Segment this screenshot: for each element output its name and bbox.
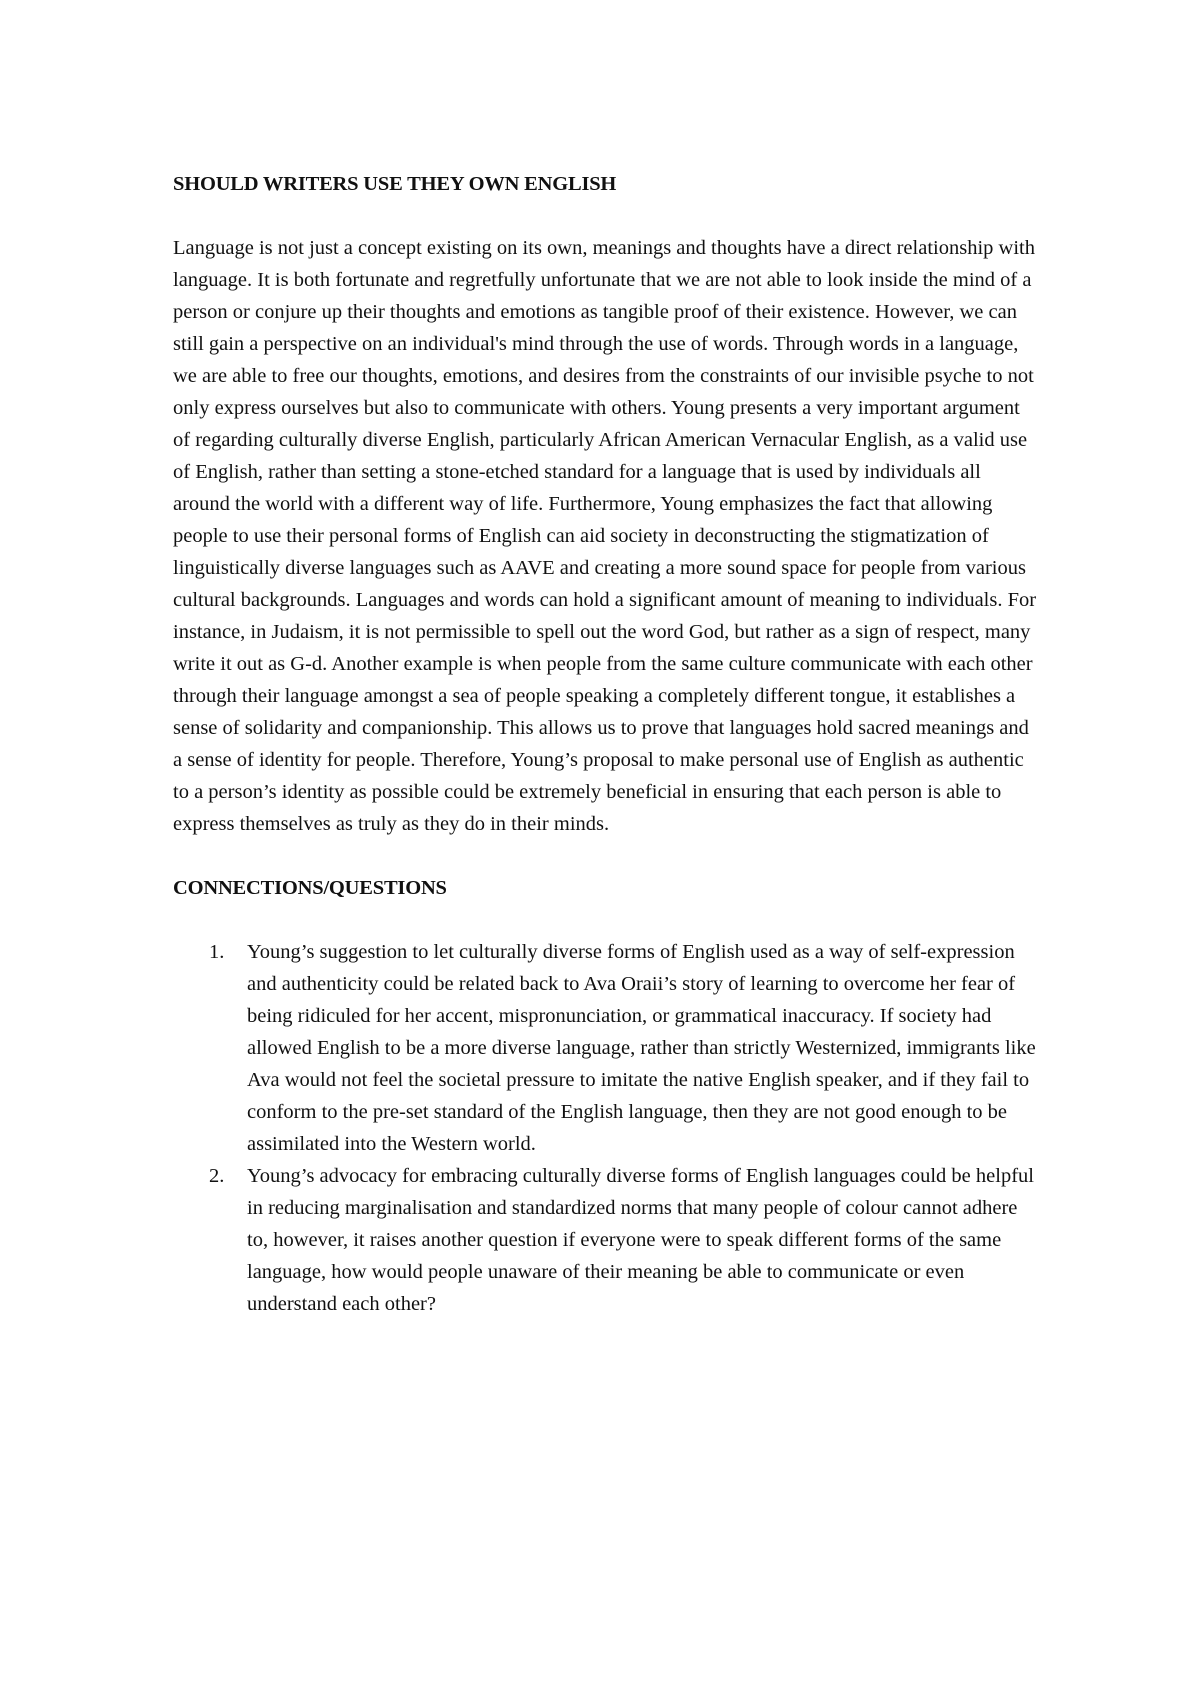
- list-item-text: Young’s advocacy for embracing culturally diverse forms of English languages could be helpful in reducing marginalisation and standardized norms that many people of colour cannot adhere to, however, it raises another question if everyone were to speak different forms of the same language, how would people unaware of their meaning be able to communicate or even understand each other?: [247, 1165, 1034, 1315]
- list-item: [173, 1160, 1039, 1320]
- body-paragraph: Language is not just a concept existing on its own, meanings and thoughts have a direct relationship with language. It is both fortunate and regretfully unfortunate that we are not able to look inside the mind of a person or conjure up their thoughts and emotions as tangible proof of their existence. However, we can still gain a perspective on an individual's mind through the use of words. Through words in a language, we are able to free our thoughts, emotions, and desires from the constraints of our invisible psyche to not only express ourselves but also to communicate with others. Young presents a very important argument of regarding culturally diverse English, particularly African American Vernacular English, as a valid use of English, rather than setting a stone-etched standard for a language that is used by individuals all around the world with a different way of life. Furthermore, Young emphasizes the fact that allowing people to use their personal forms of English can aid society in deconstructing the stigmatization of linguistically diverse languages such as AAVE and creating a more sound space for people from various cultural backgrounds. Languages and words can hold a significant amount of meaning to individuals. For instance, in Judaism, it is not permissible to spell out the word God, but rather as a sign of respect, many write it out as G-d. Another example is when people from the same culture communicate with each other through their language amongst a sea of people speaking a completely different tongue, it establishes a sense of solidarity and companionship. This allows us to prove that languages hold sacred meanings and a sense of identity for people. Therefore, Young’s proposal to make personal use of English as authentic to a person’s identity as possible could be extremely beneficial in ensuring that each person is able to express themselves as truly as they do in their minds.: [173, 237, 1037, 835]
- list-item-text: Young’s suggestion to let culturally diverse forms of English used as a way of self-expression and authenticity could be related back to Ava Oraii’s story of learning to overcome her fear of being ridiculed for her accent, mispronunciation, or grammatical inaccuracy. If society had allowed English to be a more diverse language, rather than strictly Westernized, immigrants like Ava would not feel the societal pressure to imitate the native English speaker, and if they fail to conform to the pre-set standard of the English language, then they are not good enough to be assimilated into the Western world.: [247, 941, 1036, 1155]
- list-item-number: 1.: [209, 941, 225, 963]
- document-title: SHOULD WRITERS USE THEY OWN ENGLISH: [173, 173, 617, 195]
- list-item-number: 2.: [209, 1165, 225, 1187]
- list-item: [173, 936, 1039, 1160]
- document-body: [173, 168, 1039, 1320]
- connections-list: [173, 936, 1039, 1320]
- section-heading: CONNECTIONS/QUESTIONS: [173, 877, 447, 899]
